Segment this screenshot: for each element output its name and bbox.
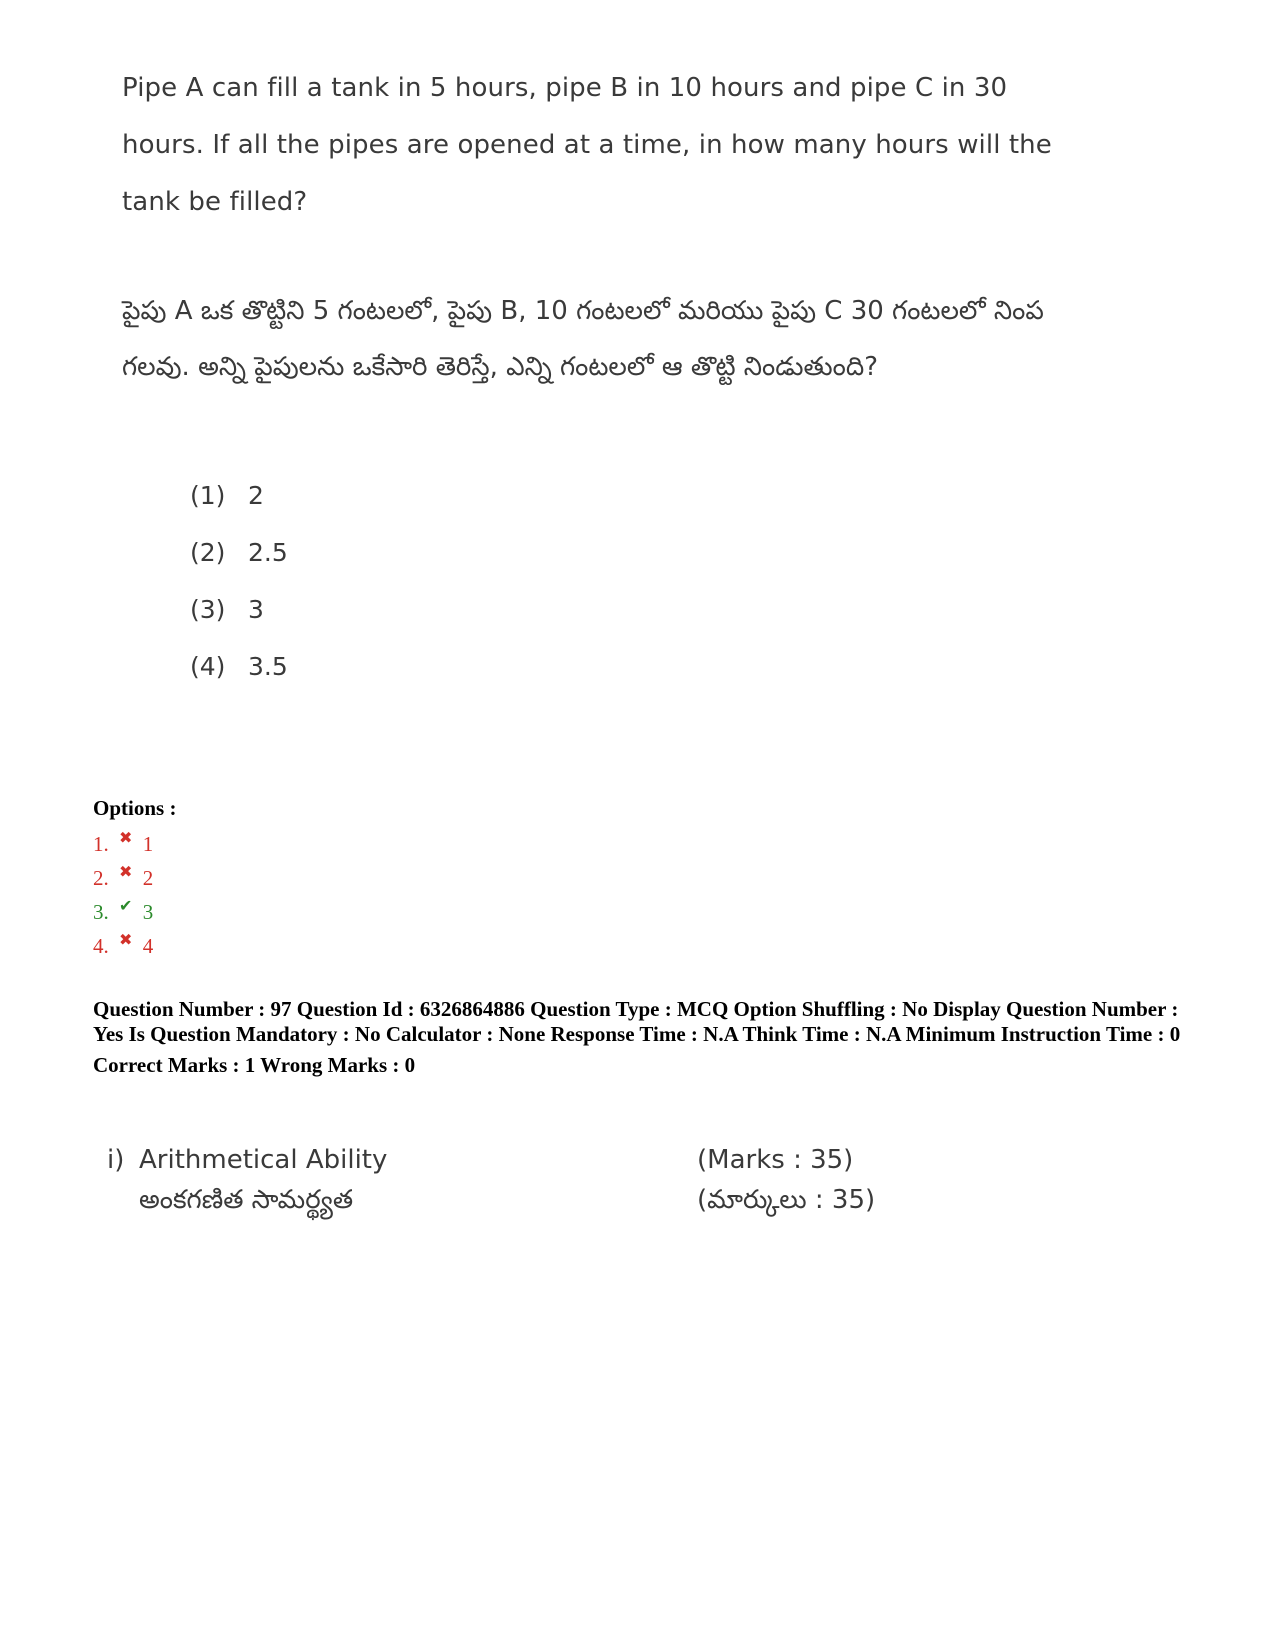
section-marks-english: (Marks : 35) — [697, 1145, 854, 1175]
section-marks-telugu: (మార్కులు : 35) — [697, 1185, 876, 1215]
section-row-english — [107, 1140, 1007, 1180]
options-list — [93, 794, 176, 963]
answer-choice-number: (2) — [190, 538, 226, 567]
answer-choices — [190, 467, 1082, 695]
section-row-telugu — [107, 1180, 1007, 1220]
answer-choice-value: 3 — [248, 595, 264, 624]
question-image — [122, 60, 1082, 695]
question-text-telugu: పైపు A ఒక తొట్టిని 5 గంటలలో, పైపు B, 10 గంటలలో మరియు పైపు C 30 గంటలలో నింప గలవు. అన్ని పైపులను ఒకేసారి తెరిస్తే, ఎన్ని గంటలలో ఆ తొట్టి నిండుతుంది? — [122, 296, 1044, 382]
answer-choice — [190, 581, 1082, 638]
answer-choice — [190, 638, 1082, 695]
option-index: 1. — [93, 832, 109, 856]
answer-choice — [190, 524, 1082, 581]
option-index: 3. — [93, 900, 109, 924]
cross-icon: ✖ — [119, 830, 133, 847]
cross-icon: ✖ — [119, 864, 133, 881]
answer-choice-value: 3.5 — [248, 652, 288, 681]
marks-line: Correct Marks : 1 Wrong Marks : 0 — [93, 1053, 416, 1077]
section-title-english: Arithmetical Ability — [139, 1145, 388, 1175]
question-text-english: Pipe A can fill a tank in 5 hours, pipe B in 10 hours and pipe C in 30 hours. If all the pipes are opened at a time, in how many hours will the tank be filled? — [122, 73, 1052, 217]
section-header — [107, 1140, 1007, 1220]
options-heading: Options : — [93, 796, 177, 820]
option-item — [93, 929, 176, 963]
answer-choice-number: (4) — [190, 652, 226, 681]
answer-choice-number: (1) — [190, 481, 226, 510]
section-title-telugu: అంకగణిత సామర్థ్యత — [139, 1185, 354, 1215]
option-index: 2. — [93, 866, 109, 890]
check-icon: ✔ — [119, 898, 133, 915]
option-value: 4 — [142, 934, 154, 958]
cross-icon: ✖ — [119, 932, 133, 949]
metadata-line: Question Number : 97 Question Id : 6326864886 Question Type : MCQ Option Shuffling : No Display Question Number : Yes Is Question Mandatory : No Calculator : None Response Time : N.A Think Time : N.A Minimum Instruction Time : 0 — [93, 997, 1181, 1046]
option-value: 1 — [142, 832, 154, 856]
answer-choice-value: 2 — [248, 481, 264, 510]
option-value: 2 — [142, 866, 154, 890]
option-value: 3 — [142, 900, 154, 924]
section-number: i) — [107, 1145, 125, 1175]
option-index: 4. — [93, 934, 109, 958]
question-metadata — [93, 997, 1193, 1078]
answer-choice-number: (3) — [190, 595, 226, 624]
answer-choice-value: 2.5 — [248, 538, 288, 567]
answer-choice — [190, 467, 1082, 524]
